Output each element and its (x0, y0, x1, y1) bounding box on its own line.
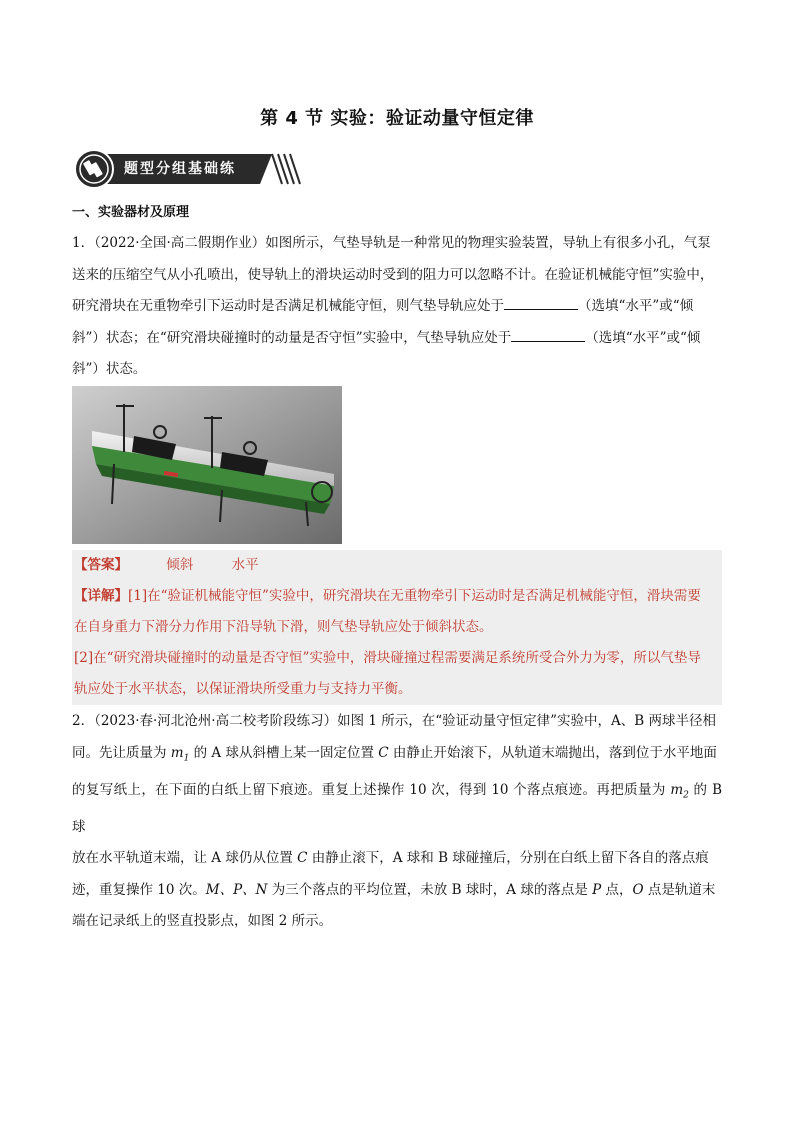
answer-blank-2 (511, 325, 585, 342)
detail-line: 轨应处于水平状态，以保证滑块所受重力与支持力平衡。 (74, 681, 412, 697)
q1-line: 斜”）状态。 (72, 361, 147, 377)
q2-line: 迹，重复操作 10 次。M、P、N 为三个落点的平均位置，未放 B 球时，A 球的落点是 P 点，O 点是轨道末 (72, 881, 716, 898)
answer-row (74, 550, 259, 581)
q2-line: 的复写纸上，在下面的白纸上留下痕迹。重复上述操作 10 次，得到 10 个落点痕迹。再把质量为 $m_2$ 的 B 球 (72, 781, 722, 835)
q1-line: 研究滑块在无重物牵引下运动时是否满足机械能守恒，则气垫导轨应处于 （选填“水平”或“倾 (72, 291, 722, 323)
q2-line: 同。先让质量为 $m_1$ 的 A 球从斜槽上某一固定位置 C 由静止开始滚下，从轨道末端抛出，落到位于水平地面 (72, 744, 717, 764)
answer-value-2: 水平 (231, 557, 259, 573)
detail-tag: 【详解】 (74, 588, 128, 604)
detail-line: 在自身重力下滑分力作用下沿导轨下滑，则气垫导轨应处于倾斜状态。 (74, 619, 493, 635)
question-1 (72, 228, 722, 386)
q1-line: 斜”）状态；在“研究滑块碰撞时的动量是否守恒”实验中，气垫导轨应处于 （选填“水平”或“倾 (72, 323, 722, 355)
detail-line: 【详解】[1]在“验证机械能守恒”实验中，研究滑块在无重物牵引下运动时是否满足机械能守恒，滑块需要 (74, 588, 701, 604)
answer-value-1: 倾斜 (166, 557, 194, 573)
banner-label: 题型分组基础练 (124, 161, 236, 177)
answer-blank-1 (504, 293, 578, 310)
section-heading: 一、实验器材及原理 (72, 205, 190, 220)
q2-line: 放在水平轨道末端，让 A 球仍从位置 C 由静止滚下，A 球和 B 球碰撞后，分别在白纸上留下各自的落点痕 (72, 850, 709, 867)
q1-line: 1．（2022·全国·高二假期作业）如图所示，气垫导轨是一种常见的物理实验装置，导轨上有很多小孔，气泵 (72, 235, 711, 251)
answer-box (72, 550, 722, 705)
question-2 (72, 706, 722, 938)
section-banner (72, 148, 302, 190)
page-title: 第 4 节 实验：验证动量守恒定律 (260, 108, 534, 129)
detail-line: [2]在“研究滑块碰撞时的动量是否守恒”实验中，滑块碰撞过程需要满足系统所受合外力为零，所以气垫导 (74, 650, 701, 666)
q2-line: 端在记录纸上的竖直投影点，如图 2 所示。 (72, 913, 333, 930)
answer-tag: 【答案】 (74, 557, 128, 573)
air-track-photo (72, 386, 342, 544)
q1-line: 送来的压缩空气从小孔喷出，使导轨上的滑块运动时受到的阻力可以忽略不计。在验证机械能守恒”实验中， (72, 266, 714, 283)
q2-line: 2．（2023·春·河北沧州·高二校考阶段练习）如图 1 所示，在“验证动量守恒定律”实验中，A、B 两球半径相 (72, 713, 717, 729)
